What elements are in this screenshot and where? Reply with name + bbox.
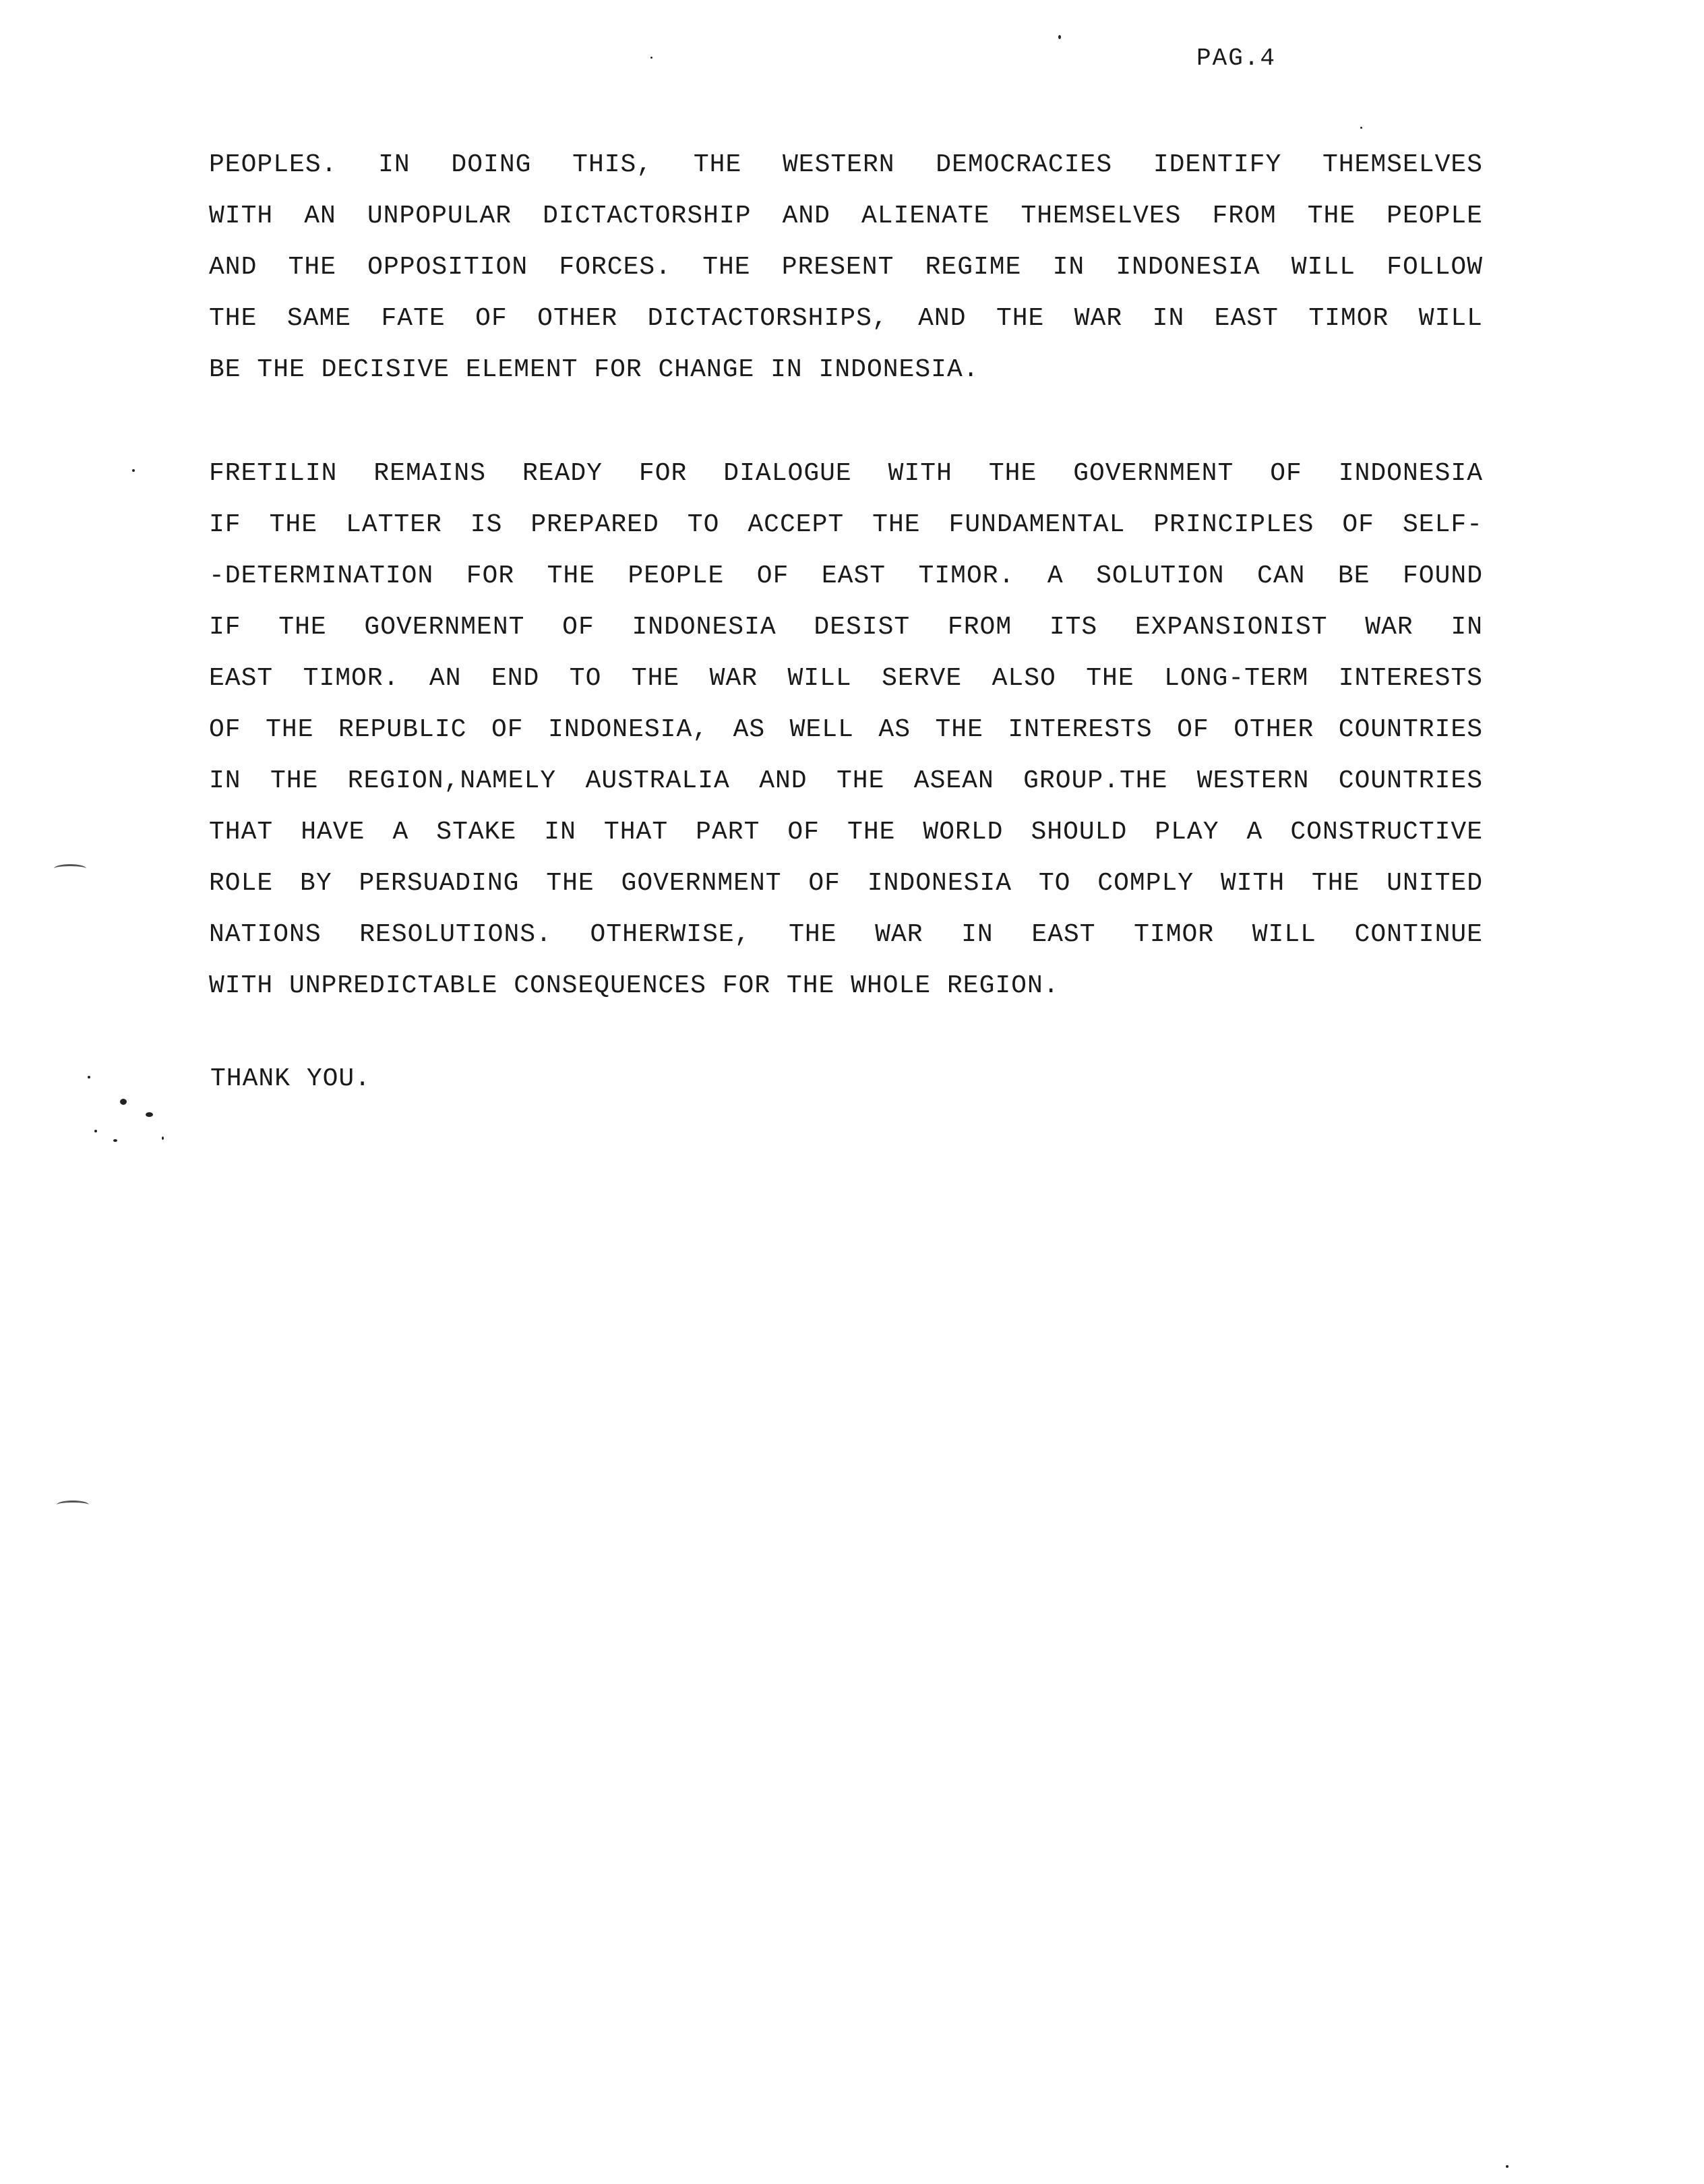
scan-mark	[54, 864, 86, 873]
paragraph-line: BE THE DECISIVE ELEMENT FOR CHANGE IN INDONESIA.	[209, 355, 979, 384]
paragraph-line: IF THE GOVERNMENT OF INDONESIA DESIST FROM ITS EXPANSIONIST WAR IN	[209, 613, 1483, 642]
scan-speck	[146, 1112, 153, 1117]
scan-speck	[1058, 35, 1061, 39]
paragraph-line: WITH UNPREDICTABLE CONSEQUENCES FOR THE WHOLE REGION.	[209, 971, 1060, 1000]
scan-speck	[1360, 127, 1362, 129]
scan-speck	[650, 57, 652, 59]
scan-speck	[94, 1130, 97, 1132]
paragraph-line: ROLE BY PERSUADING THE GOVERNMENT OF INDONESIA TO COMPLY WITH THE UNITED	[209, 869, 1483, 898]
paragraph-line: PEOPLES. IN DOING THIS, THE WESTERN DEMOCRACIES IDENTIFY THEMSELVES	[209, 150, 1483, 179]
scan-speck	[120, 1099, 127, 1105]
scan-speck	[132, 469, 135, 472]
paragraph-line: NATIONS RESOLUTIONS. OTHERWISE, THE WAR IN EAST TIMOR WILL CONTINUE	[209, 920, 1483, 949]
paragraph-line: -DETERMINATION FOR THE PEOPLE OF EAST TIMOR. A SOLUTION CAN BE FOUND	[209, 562, 1483, 590]
page-number: PAG.4	[1196, 44, 1277, 72]
paragraph-line: AND THE OPPOSITION FORCES. THE PRESENT REGIME IN INDONESIA WILL FOLLOW	[209, 253, 1483, 282]
paragraph-line: THE SAME FATE OF OTHER DICTACTORSHIPS, AND THE WAR IN EAST TIMOR WILL	[209, 304, 1483, 333]
closing-text: THANK YOU.	[210, 1064, 371, 1093]
scan-speck	[113, 1139, 117, 1142]
scan-speck	[162, 1136, 164, 1140]
paragraph-line: OF THE REPUBLIC OF INDONESIA, AS WELL AS THE INTERESTS OF OTHER COUNTRIES	[209, 715, 1483, 744]
paragraph-line: EAST TIMOR. AN END TO THE WAR WILL SERVE ALSO THE LONG-TERM INTERESTS	[209, 664, 1483, 693]
paragraph-line: IN THE REGION,NAMELY AUSTRALIA AND THE ASEAN GROUP.THE WESTERN COUNTRIES	[209, 766, 1483, 795]
paragraph-line: FRETILIN REMAINS READY FOR DIALOGUE WITH THE GOVERNMENT OF INDONESIA	[209, 459, 1483, 488]
paragraph-line: IF THE LATTER IS PREPARED TO ACCEPT THE FUNDAMENTAL PRINCIPLES OF SELF-	[209, 510, 1483, 539]
scan-speck	[88, 1076, 90, 1079]
scan-speck	[1506, 2165, 1509, 2168]
paragraph-line: THAT HAVE A STAKE IN THAT PART OF THE WORLD SHOULD PLAY A CONSTRUCTIVE	[209, 818, 1483, 847]
paragraph-line: WITH AN UNPOPULAR DICTACTORSHIP AND ALIENATE THEMSELVES FROM THE PEOPLE	[209, 202, 1483, 231]
scan-mark	[57, 1500, 89, 1509]
